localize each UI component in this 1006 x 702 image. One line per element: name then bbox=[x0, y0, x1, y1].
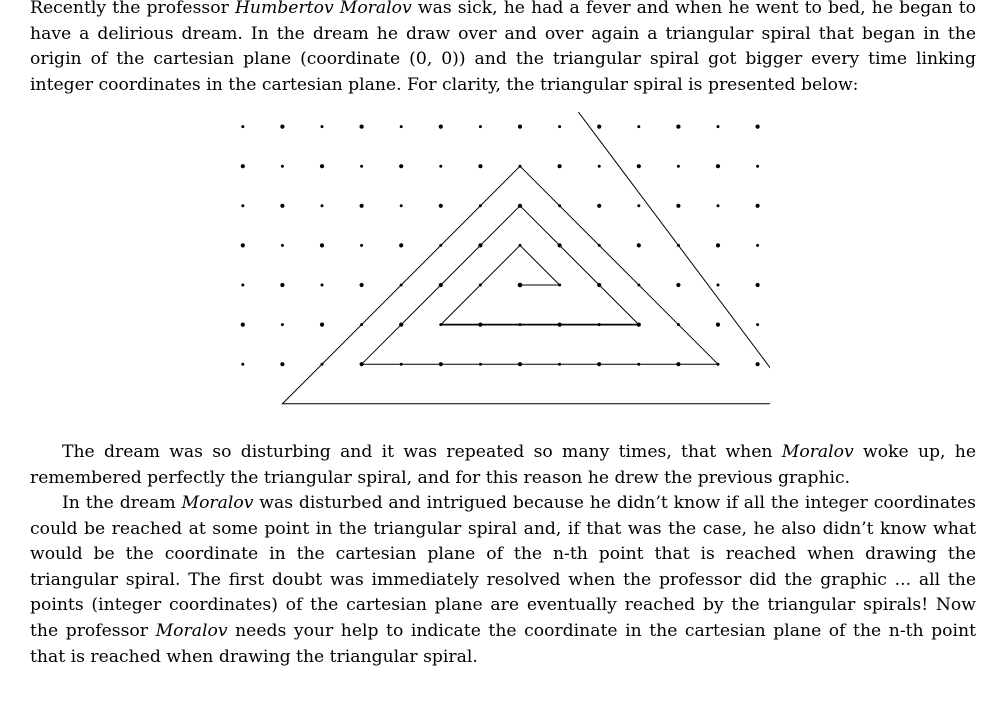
doubt-paragraph bbox=[30, 491, 976, 670]
triangular-spiral-figure bbox=[230, 112, 770, 418]
grid-point bbox=[676, 204, 680, 208]
grid-point bbox=[756, 323, 759, 326]
grid-point bbox=[360, 283, 364, 287]
spiral-graphic bbox=[230, 112, 770, 418]
grid-point bbox=[280, 204, 284, 208]
grid-point bbox=[280, 362, 284, 366]
grid-point bbox=[597, 125, 601, 129]
paragraph-text: was disturbed and intrigued because he didn’t know if all the integer coordinates could be reached at some point in the triangular spiral and, if that was the case, he also didn’t know what would be the coordinate in the cartesian plane of the n-th point that is reached when drawing the triangular spiral. The first doubt was immediately resolved when the professor did the graphic ... all the points (integer coordinates) of the cartesian plane are eventually reached by the triangular spirals! Now the professor bbox=[30, 493, 976, 641]
grid-point bbox=[717, 125, 720, 128]
grid-point bbox=[676, 283, 680, 287]
grid-point bbox=[399, 164, 403, 168]
grid-point bbox=[479, 125, 482, 128]
grid-point bbox=[360, 165, 363, 168]
grid-point bbox=[281, 244, 284, 247]
grid-point bbox=[321, 204, 324, 207]
grid-point bbox=[321, 125, 324, 128]
grid-point bbox=[756, 244, 759, 247]
grid-point bbox=[756, 283, 760, 287]
grid-point bbox=[281, 323, 284, 326]
italic-name-text: Moralov bbox=[781, 442, 854, 462]
intro-paragraph bbox=[30, 0, 976, 98]
paragraph-text: Recently the professor bbox=[30, 0, 235, 18]
grid-point bbox=[558, 125, 561, 128]
grid-point bbox=[321, 284, 324, 287]
grid-point bbox=[241, 243, 245, 247]
grid-point bbox=[716, 323, 720, 327]
grid-point bbox=[399, 243, 403, 247]
grid-point bbox=[280, 125, 284, 129]
grid-point bbox=[439, 165, 442, 168]
grid-point bbox=[637, 243, 641, 247]
grid-point bbox=[677, 165, 680, 168]
paragraph-text: The dream was so disturbing and it was repeated so many times, that when bbox=[62, 442, 782, 462]
grid-point bbox=[241, 363, 244, 366]
grid-point bbox=[281, 165, 284, 168]
grid-point bbox=[756, 165, 759, 168]
italic-name-text: Humbertov Moralov bbox=[234, 0, 412, 18]
paragraph-text: was sick, he had a fever and when he went to bed, he began to have a delirious dream. In the dream he draw over and over again a triangular spiral that began in the origin of the cartesian plane (coordinate (0, 0)) and the triangular spiral got bigger every time linking integer coordinates in the cartesian plane. For clarity, the triangular spiral is presented below: bbox=[30, 0, 977, 95]
grid-point bbox=[637, 125, 640, 128]
italic-name-text: Moralov bbox=[181, 493, 254, 513]
dream-paragraph bbox=[30, 440, 976, 491]
grid-point bbox=[676, 125, 680, 129]
grid-point bbox=[558, 164, 562, 168]
grid-point bbox=[360, 244, 363, 247]
grid-point bbox=[439, 125, 443, 129]
grid-point bbox=[241, 284, 244, 287]
grid-point bbox=[717, 284, 720, 287]
grid-point bbox=[241, 125, 244, 128]
italic-name-text: Moralov bbox=[155, 620, 228, 641]
grid-point bbox=[716, 243, 720, 247]
grid-point bbox=[478, 164, 482, 168]
paragraph-text: In the dream bbox=[62, 493, 182, 513]
grid-point bbox=[637, 164, 641, 168]
grid-point bbox=[320, 243, 324, 247]
grid-point bbox=[280, 283, 284, 287]
grid-point bbox=[241, 323, 245, 327]
grid-point bbox=[756, 204, 760, 208]
grid-point bbox=[320, 323, 324, 327]
grid-point bbox=[717, 204, 720, 207]
spiral-path bbox=[282, 112, 770, 404]
grid-point bbox=[400, 125, 403, 128]
grid-point bbox=[241, 164, 245, 168]
grid-point bbox=[637, 204, 640, 207]
grid-point bbox=[756, 125, 760, 129]
paragraph-text: needs your help to indicate the coordinate in the cartesian plane of the n-th point that is reached when drawing the triangular spiral. bbox=[30, 620, 976, 667]
origin-point bbox=[518, 283, 523, 288]
grid-point bbox=[400, 204, 403, 207]
grid-point bbox=[241, 204, 244, 207]
grid-point bbox=[360, 125, 364, 129]
grid-point bbox=[320, 164, 324, 168]
grid-point bbox=[360, 204, 364, 208]
grid-point bbox=[518, 125, 522, 129]
grid-point bbox=[598, 165, 601, 168]
grid-point bbox=[597, 204, 601, 208]
paragraph-text: woke up, he remembered perfectly the triangular spiral, and for this reason he drew the previous graphic. bbox=[30, 442, 976, 488]
grid-point bbox=[716, 164, 720, 168]
grid-point bbox=[756, 362, 760, 366]
grid-point bbox=[439, 204, 443, 208]
